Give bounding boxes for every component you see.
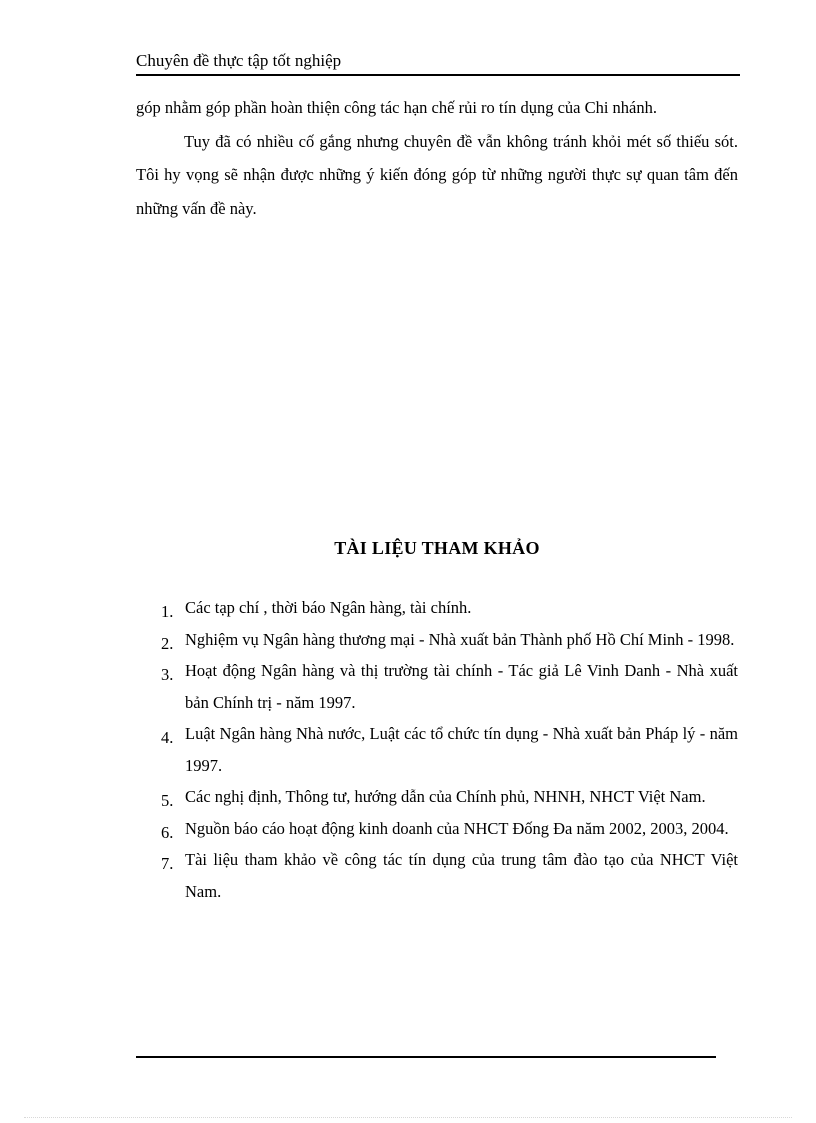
references-heading: TÀI LIỆU THAM KHẢO (334, 538, 540, 558)
reference-item (136, 813, 738, 845)
intro-paragraph-2: Tuy đã có nhiều cố gắng nhưng chuyên đề vẫn không tránh khỏi mét số thiếu sót. Tôi hy vọng sẽ nhận được những ý kiến đóng góp từ những người thực sự quan tâm đến những vấn đề này. (136, 131, 738, 218)
reference-number: 1. (161, 602, 174, 621)
reference-number: 2. (161, 633, 174, 653)
footer-rule (136, 1056, 716, 1058)
reference-item (136, 781, 738, 813)
reference-item (136, 624, 738, 656)
reference-item (136, 655, 738, 718)
reference-number: 6. (161, 822, 174, 842)
reference-number: 4. (161, 728, 174, 747)
reference-text: Các tạp chí , thời báo Ngân hàng, tài chính. (185, 598, 472, 617)
reference-number: 7. (161, 854, 174, 873)
reference-text: Tài liệu tham khảo về công tác tín dụng của trung tâm đào tạo của NHCT Việt Nam. (185, 850, 738, 901)
reference-item (136, 592, 738, 624)
header-title: Chuyên đề thực tập tốt nghiệp (136, 51, 342, 70)
reference-text: Hoạt động Ngân hàng và thị trường tài chính - Tác giả Lê Vinh Danh - Nhà xuất bản Chính trị - năm 1997. (185, 661, 738, 712)
reference-item (136, 844, 738, 907)
reference-text: Nguồn báo cáo hoạt động kinh doanh của NHCT Đống Đa năm 2002, 2003, 2004. (185, 818, 729, 838)
references-list (136, 592, 738, 907)
reference-number: 5. (161, 791, 174, 810)
reference-text: Nghiệm vụ Ngân hàng thương mại - Nhà xuất bản Thành phố Hồ Chí Minh - 1998. (185, 629, 735, 649)
reference-item (136, 718, 738, 781)
page-edge-divider (24, 1117, 792, 1118)
page-header (136, 50, 740, 76)
intro-paragraph-1: góp nhằm góp phần hoàn thiện công tác hạn chế rủi ro tín dụng của Chi nhánh. (136, 98, 657, 117)
reference-number: 3. (161, 665, 174, 684)
reference-text: Luật Ngân hàng Nhà nước, Luật các tổ chức tín dụng - Nhà xuất bản Pháp lý - năm 1997. (185, 724, 738, 775)
intro-text (136, 91, 738, 225)
reference-text: Các nghị định, Thông tư, hướng dẫn của Chính phủ, NHNH, NHCT Việt Nam. (185, 787, 706, 806)
